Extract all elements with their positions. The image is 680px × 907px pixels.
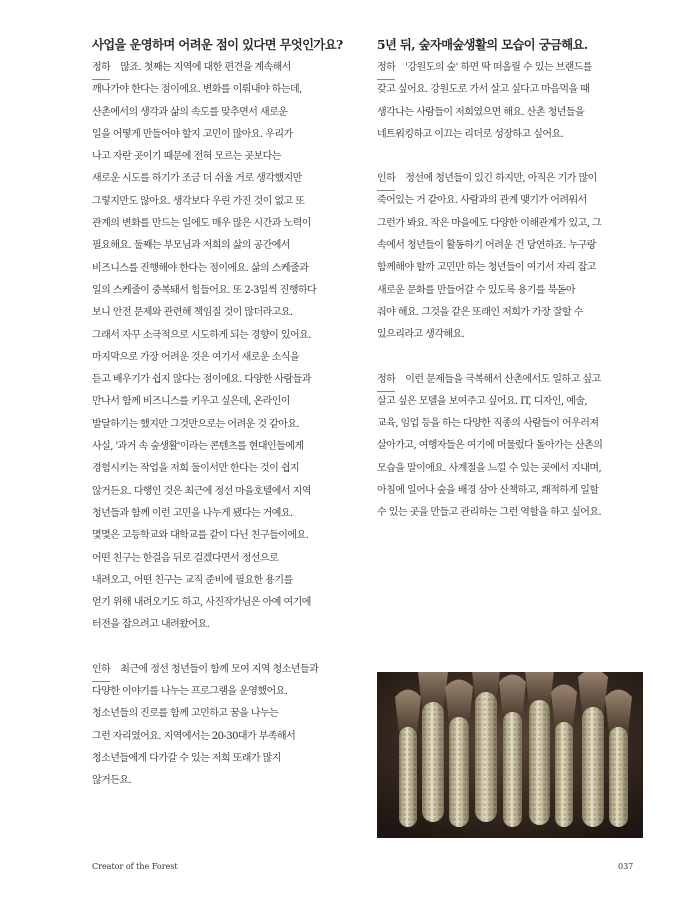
left-a2-line xyxy=(92,659,360,681)
right-a2-line xyxy=(377,280,645,302)
left-a1-text: 산촌에서의 생각과 삶의 속도를 맞추면서 새로운 xyxy=(92,106,288,118)
left-a2-text: 청소년들에게 다가갈 수 있는 저희 또래가 많지 xyxy=(92,752,281,764)
left-a1-text: 터전을 잡으려고 내려왔어요. xyxy=(92,619,210,631)
right-a3-text: 수 있는 곳을 만들고 관리하는 그런 역할을 하고 싶어요. xyxy=(377,507,602,519)
right-a2-text: 정선에 청년들이 있긴 하지만, 아직은 기가 많이 xyxy=(405,173,597,185)
left-answer-1 xyxy=(92,57,360,637)
right-column xyxy=(377,34,645,525)
right-a3-line xyxy=(377,480,645,502)
drying-corn-photo xyxy=(377,672,643,838)
right-answer-1 xyxy=(377,57,645,146)
right-a3-text: 살아가고, 여행자들은 여기에 머물렀다 돌아가는 산촌의 xyxy=(377,440,603,452)
left-a1-line xyxy=(92,570,360,592)
left-a1-text: 그래서 자꾸 소극적으로 시도하게 되는 경향이 있어요. xyxy=(92,329,311,341)
corn-illustration xyxy=(377,672,643,838)
left-a1-text: 몇몇은 고등학교와 대학교를 같이 다닌 친구들이에요. xyxy=(92,530,309,542)
left-a2-text: 않거든요. xyxy=(92,775,132,787)
right-a2-line xyxy=(377,257,645,279)
left-a1-line xyxy=(92,168,360,190)
left-a2-line xyxy=(92,703,360,725)
left-a1-line xyxy=(92,302,360,324)
left-a1-text: 깨나가야 한다는 점이에요. 변화를 이뤄내야 하는데, xyxy=(92,84,302,96)
left-a1-line xyxy=(92,614,360,636)
corn-kernels xyxy=(529,700,550,825)
right-a2-text: 있으리라고 생각해요. xyxy=(377,329,465,341)
left-a1-text: 새로운 시도를 하기가 조금 더 쉬울 거로 생각했지만 xyxy=(92,173,302,185)
right-answer-2 xyxy=(377,168,645,346)
left-a1-line xyxy=(92,258,360,280)
left-a1-text: 만나서 함께 비즈니스를 키우고 싶은데, 온라인이 xyxy=(92,396,290,408)
corn-husk xyxy=(499,675,526,719)
right-a2-text: 새로운 문화를 만들어갈 수 있도록 용기를 북돋아 xyxy=(377,284,575,296)
right-a1-line xyxy=(377,124,645,146)
corn-kernels xyxy=(475,692,497,822)
left-a1-line xyxy=(92,79,360,101)
left-a1-text: 어떤 친구는 한걸음 뒤로 걸겠다면서 정선으로 xyxy=(92,552,279,564)
left-a1-text: 경험시키는 작업을 저희 둘이서만 한다는 것이 쉽지 xyxy=(92,463,300,475)
left-a2-line xyxy=(92,681,360,703)
right-a1-line xyxy=(377,79,645,101)
corn-husk xyxy=(395,690,421,734)
left-a1-line xyxy=(92,481,360,503)
right-a2-line xyxy=(377,324,645,346)
right-a1-text: 네트워킹하고 이끄는 리더로 성장하고 싶어요. xyxy=(377,128,564,140)
left-a1-text: 비즈니스를 진행해야 한다는 점이에요. 삶의 스케줄과 xyxy=(92,262,309,274)
corn-husk xyxy=(578,672,608,713)
left-answer-2 xyxy=(92,659,360,793)
right-a2-speaker: 인하 xyxy=(377,168,395,191)
right-a1-text: 생각나는 사람들이 저희였으면 해요. 산촌 청년들을 xyxy=(377,106,585,118)
left-a1-line xyxy=(92,548,360,570)
right-a3-line xyxy=(377,391,645,413)
left-a1-line xyxy=(92,458,360,480)
right-a2-line xyxy=(377,235,645,257)
right-a1-text: '강원도의 숲' 하면 딱 떠올릴 수 있는 브랜드를 xyxy=(405,62,593,73)
right-a3-line xyxy=(377,369,645,391)
right-a3-text: 살고 싶은 모델을 보여주고 싶어요. IT, 디자인, 예술, xyxy=(377,395,588,407)
left-a1-line xyxy=(92,525,360,547)
left-a1-text: 청년들과 함께 이런 고민을 나누게 됐다는 거예요. xyxy=(92,507,293,519)
right-question-heading: 5년 뒤, 숲자매숲생활의 모습이 궁금해요. xyxy=(377,37,588,52)
right-a1-text: 갖고 싶어요. 강원도로 가서 살고 싶다고 마음먹을 때 xyxy=(377,84,590,96)
corn-kernels xyxy=(399,727,417,827)
left-a1-text: 나고 자란 곳이기 때문에 전혀 모르는 곳보다는 xyxy=(92,151,281,163)
right-a2-text: 그런가 봐요. 작은 마을에도 다양한 이해관계가 있고, 그 xyxy=(377,217,602,229)
left-a1-text: 사실, '과거 속 숲생활'이라는 콘텐츠를 현대인들에게 xyxy=(92,441,304,453)
left-column xyxy=(92,34,360,793)
left-a1-text: 그렇지만도 않아요. 생각보다 우린 가진 것이 없고 또 xyxy=(92,195,305,207)
left-a1-text: 얻기 위해 내려오기도 하고, 사진작가님은 아예 여기에 xyxy=(92,597,311,609)
left-a2-line xyxy=(92,748,360,770)
left-a1-line xyxy=(92,57,360,79)
left-a1-line xyxy=(92,325,360,347)
left-a1-text: 관계의 변화를 만드는 일에도 매우 많은 시간과 노력이 xyxy=(92,218,311,230)
left-a1-line xyxy=(92,414,360,436)
right-a3-line xyxy=(377,413,645,435)
left-a2-text: 최근에 정선 청년들이 함께 모여 지역 청소년들과 xyxy=(120,663,319,675)
corn-kernels xyxy=(503,712,522,827)
right-a3-line xyxy=(377,435,645,457)
left-a1-text: 듣고 배우기가 쉽지 않다는 점이에요. 다양한 사람들과 xyxy=(92,374,311,386)
right-a3-line xyxy=(377,458,645,480)
corn-kernels xyxy=(609,727,628,827)
right-a1-line xyxy=(377,57,645,79)
left-a1-text: 일을 어떻게 만들어야 할지 고민이 많아요. 우리가 xyxy=(92,128,293,140)
right-a2-line xyxy=(377,302,645,324)
footer-title: Creator of the Forest xyxy=(92,862,178,871)
left-a1-line xyxy=(92,369,360,391)
right-a3-text: 이런 문제들을 극복해서 산촌에서도 일하고 싶고 xyxy=(405,373,601,385)
left-a1-text: 않거든요. 다행인 것은 최근에 정선 마을호텔에서 지역 xyxy=(92,485,311,497)
corn-husk xyxy=(605,690,632,734)
left-question-heading: 사업을 운영하며 어려운 점이 있다면 무엇인가요? xyxy=(92,37,343,52)
right-a3-text: 교육, 임업 등을 하는 다양한 직종의 사람들이 어우러져 xyxy=(377,418,599,430)
left-a1-text: 필요해요. 둘째는 부모님과 저희의 삶의 공간에서 xyxy=(92,240,290,252)
corn-husk xyxy=(445,680,473,724)
left-a1-line xyxy=(92,146,360,168)
left-a1-text: 내려오고, 어떤 친구는 교직 준비에 필요한 용기를 xyxy=(92,574,293,586)
right-a2-line xyxy=(377,168,645,190)
page-number: 037 xyxy=(618,862,634,871)
left-a1-line xyxy=(92,503,360,525)
right-a2-text: 죽어있는 거 같아요. 사람과의 관계 맺기가 어려워서 xyxy=(377,195,587,207)
left-a2-text: 다양한 이야기를 나누는 프로그램을 운영했어요. xyxy=(92,686,288,698)
left-a2-text: 그런 자리였어요. 지역에서는 20-30대가 부족해서 xyxy=(92,730,296,742)
corn-husk xyxy=(551,685,577,729)
left-a2-line xyxy=(92,770,360,792)
corn-kernels xyxy=(449,717,469,827)
right-a2-line xyxy=(377,213,645,235)
left-a2-text: 청소년들의 진로를 함께 고민하고 꿈을 나누는 xyxy=(92,708,279,720)
right-a1-speaker: 정하 xyxy=(377,57,395,80)
right-a3-speaker: 정하 xyxy=(377,369,395,392)
left-a1-speaker: 정하 xyxy=(92,57,110,80)
corn-kernels xyxy=(582,707,604,827)
right-a3-line xyxy=(377,502,645,524)
left-a1-line xyxy=(92,191,360,213)
left-a1-line xyxy=(92,280,360,302)
right-a2-text: 속에서 청년들이 활동하기 어려운 건 당연하죠. 누구랑 xyxy=(377,240,596,252)
corn-kernels xyxy=(555,722,573,827)
left-a1-text: 일의 스케줄이 중복돼서 힘들어요. 또 2-3일씩 진행하다 xyxy=(92,284,317,296)
corn-kernels xyxy=(422,702,444,822)
right-a2-text: 함께해야 할까 고민만 하는 청년들이 여기서 자리 잡고 xyxy=(377,262,596,274)
right-a2-text: 줘야 해요. 그것을 같은 또래인 저희가 가장 잘할 수 xyxy=(377,306,583,318)
right-answer-3 xyxy=(377,369,645,525)
left-a1-text: 보니 안전 문제와 관련해 책임질 것이 많더라고요. xyxy=(92,307,293,319)
left-a1-line xyxy=(92,391,360,413)
left-a1-text: 마지막으로 가장 어려운 것은 여기서 새로운 소식을 xyxy=(92,351,300,363)
left-a1-line xyxy=(92,124,360,146)
left-a2-speaker: 인하 xyxy=(92,659,110,682)
right-a3-text: 모습을 말이에요. 사계절을 느낄 수 있는 곳에서 지내며, xyxy=(377,462,602,474)
left-a1-text: 발달하기는 했지만 그것만으로는 어려운 것 같아요. xyxy=(92,418,300,430)
right-a2-line xyxy=(377,190,645,212)
left-a1-line xyxy=(92,347,360,369)
left-a1-line xyxy=(92,102,360,124)
left-a1-line xyxy=(92,592,360,614)
right-a3-text: 아침에 일어나 숲을 배경 삼아 산책하고, 쾌적하게 일할 xyxy=(377,485,599,497)
left-a1-line xyxy=(92,235,360,257)
left-a1-line xyxy=(92,213,360,235)
left-a1-line xyxy=(92,436,360,458)
left-a1-text: 많죠. 첫째는 지역에 대한 편견을 계속해서 xyxy=(120,62,291,73)
right-a1-line xyxy=(377,102,645,124)
left-a2-line xyxy=(92,726,360,748)
